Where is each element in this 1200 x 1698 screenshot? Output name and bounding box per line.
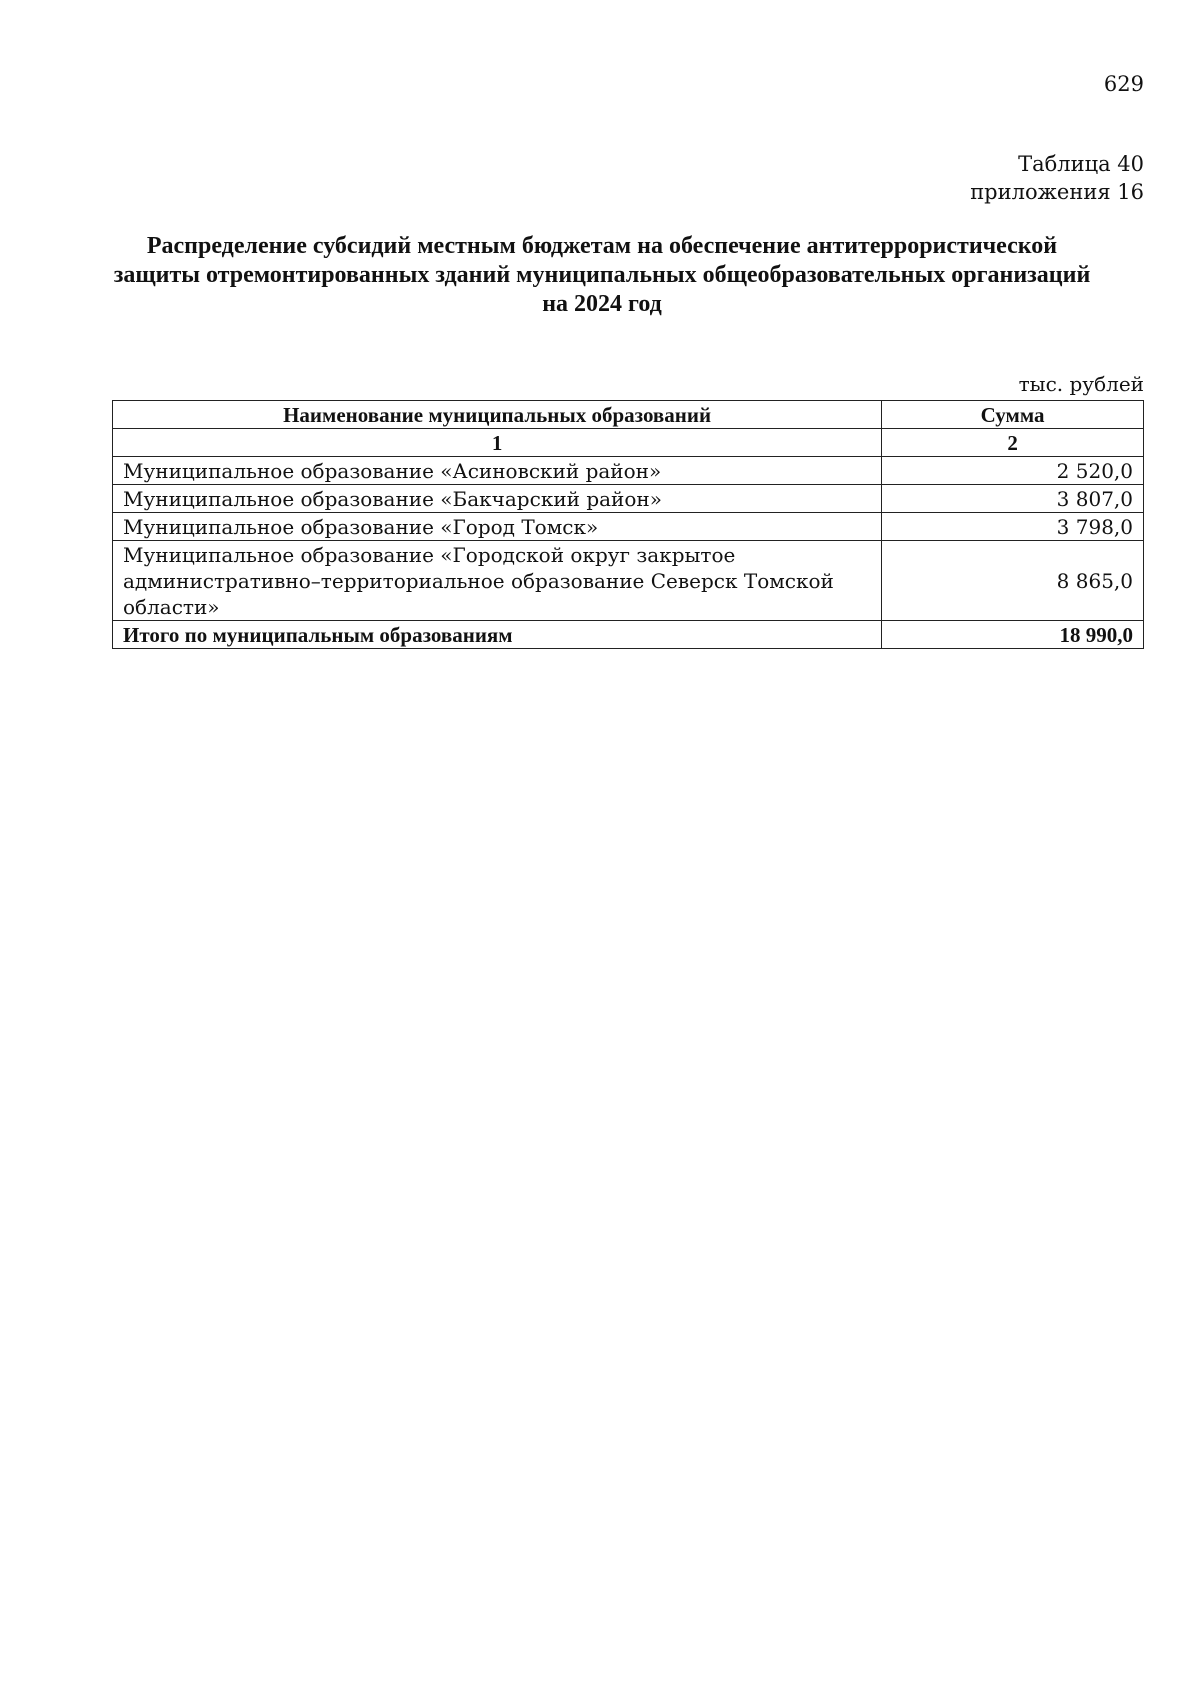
table-header-row: [113, 401, 1144, 429]
row-name: Муниципальное образование «Городской округ закрытое административно–территориальное образование Северск Томской области»: [113, 541, 882, 621]
table-number: Таблица 40: [1018, 152, 1144, 176]
column-number-row: [113, 429, 1144, 457]
row-sum: 3 807,0: [882, 485, 1144, 513]
row-name: Муниципальное образование «Асиновский район»: [113, 457, 882, 485]
column-number-2: 2: [882, 429, 1144, 457]
column-number-1: 1: [113, 429, 882, 457]
total-name: Итого по муниципальным образованиям: [113, 621, 882, 649]
header-name: Наименование муниципальных образований: [113, 401, 882, 429]
table-row: [113, 457, 1144, 485]
allocation-table: [112, 400, 1144, 649]
row-sum: 8 865,0: [882, 541, 1144, 621]
page-number: 629: [1103, 72, 1144, 96]
table-reference: [970, 150, 1144, 206]
table-row: [113, 513, 1144, 541]
total-sum: 18 990,0: [882, 621, 1144, 649]
row-name: Муниципальное образование «Город Томск»: [113, 513, 882, 541]
total-row: [113, 621, 1144, 649]
row-sum: 2 520,0: [882, 457, 1144, 485]
document-title: Распределение субсидий местным бюджетам на обеспечение антитеррористической защиты отремонтированных зданий муниципальных общеобразовательных организаций на 2024 год: [113, 233, 1091, 317]
appendix-number: приложения 16: [970, 180, 1144, 204]
units-label: тыс. рублей: [1018, 372, 1144, 396]
header-sum: Сумма: [882, 401, 1144, 429]
row-sum: 3 798,0: [882, 513, 1144, 541]
table-row: [113, 541, 1144, 621]
table-row: [113, 485, 1144, 513]
row-name: Муниципальное образование «Бакчарский район»: [113, 485, 882, 513]
